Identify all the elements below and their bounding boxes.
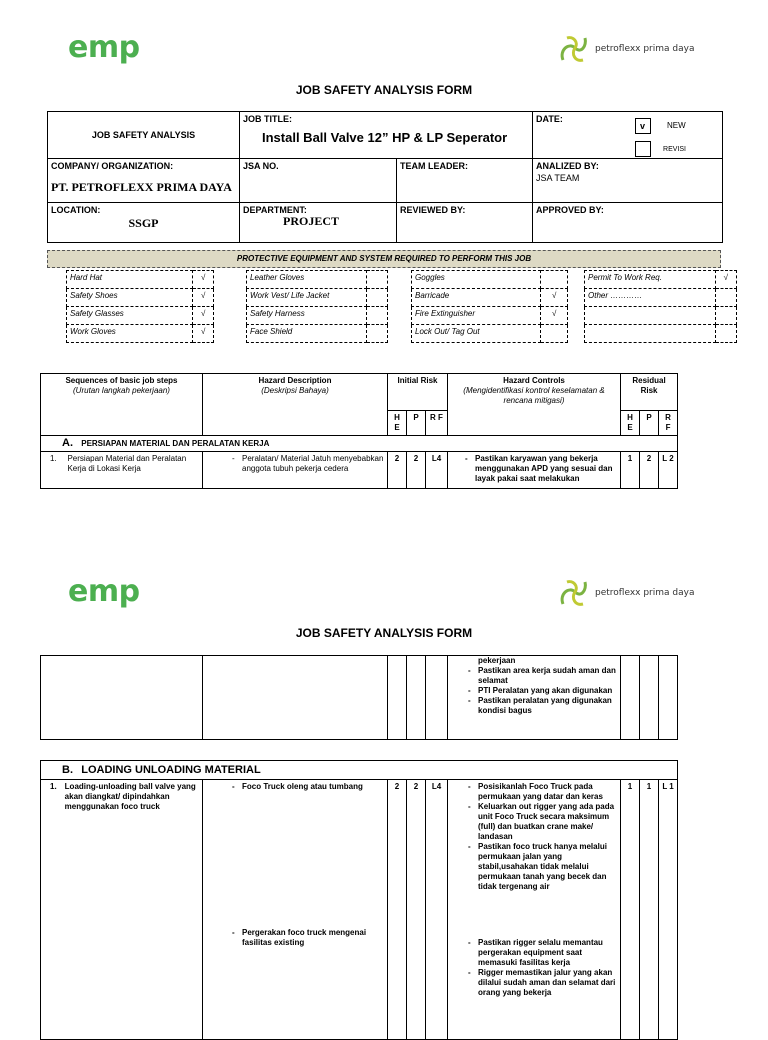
initial-p-value: 2: [407, 780, 426, 1040]
ppe-group-3: [411, 270, 568, 343]
hazard-header-sub: (Deskripsi Bahaya): [261, 386, 329, 395]
residual-p-value: 2: [640, 452, 659, 489]
ppe-item: [585, 307, 716, 325]
control-text: - Posisikanlah Foco Truck pada permukaan yang datar dan keras: [478, 782, 617, 802]
emp-logo: emp: [68, 30, 140, 65]
hazard-text: - Pergerakan foco truck mengenai fasilitas existing: [242, 928, 382, 948]
residual-h-value: 1: [621, 452, 640, 489]
analized-value: JSA TEAM: [536, 173, 580, 183]
control-text: - Rigger memastikan jalur yang akan dilalui sudah aman dan selamat dari orang yang bekerja: [478, 968, 616, 998]
step-number: 1.: [50, 782, 57, 791]
reviewed-cell[interactable]: [397, 203, 533, 243]
section-a-title: PERSIAPAN MATERIAL DAN PERALATAN KERJA: [81, 439, 270, 448]
residual-p: P: [640, 411, 659, 436]
controls-header-sub: (Mengidentifikasi kontrol keselamatan & rencana mitigasi): [463, 386, 605, 405]
initial-r-value: L4: [426, 452, 448, 489]
ppe-row: [247, 289, 388, 307]
ppe-row: [67, 307, 214, 325]
ppe-row: [585, 271, 737, 289]
jsa-label: JOB SAFETY ANALYSIS: [48, 112, 240, 159]
ppe-check[interactable]: √: [541, 289, 568, 307]
team-leader-cell[interactable]: [397, 159, 533, 203]
control-text: - Pastikan karyawan yang bekerja menggunakan APD yang sesuai dan layak pakai saat melakukan: [475, 454, 617, 484]
ppe-check[interactable]: √: [541, 307, 568, 325]
residual-r-value: L 1: [659, 780, 678, 1040]
form-info-table: [47, 111, 723, 243]
petroflexx-logo-text: petroflexx prima daya: [595, 44, 695, 54]
ppe-item: Safety Harness: [247, 307, 367, 325]
ppe-row: [412, 325, 568, 343]
control-text: - PTI Peralatan yang akan digunakan: [478, 686, 617, 696]
ppe-row: [247, 271, 388, 289]
job-steps-table: [40, 373, 678, 489]
ppe-row: [247, 307, 388, 325]
petroflexx-swirl-icon: [557, 32, 591, 66]
location-cell[interactable]: [48, 203, 240, 243]
controls-header: [448, 374, 621, 411]
ppe-item: Barricade: [412, 289, 541, 307]
ppe-row: [412, 307, 568, 325]
initial-h-value: 2: [388, 780, 407, 1040]
initial-risk-header: Initial Risk: [388, 374, 448, 411]
section-b-row: [41, 761, 678, 780]
table-row: [41, 656, 678, 740]
department-cell[interactable]: [240, 203, 397, 243]
job-title-value: Install Ball Valve 12” HP & LP Seperator: [262, 130, 508, 145]
hazard-cell: [203, 780, 388, 1040]
section-a-letter: A.: [62, 437, 73, 449]
ppe-group-4: [584, 270, 737, 343]
ppe-check[interactable]: [715, 325, 736, 343]
job-title-cell[interactable]: [240, 112, 533, 159]
control-cell: [448, 452, 621, 489]
company-label: COMPANY/ ORGANIZATION:: [51, 161, 174, 171]
residual-he: H E: [621, 411, 640, 436]
jsa-no-label: JSA NO.: [243, 161, 279, 171]
ppe-item: Work Gloves: [67, 325, 193, 343]
step-text: Loading-unloading ball valve yang akan diangkat/ dipindahkan menggunakan foco truck: [64, 782, 196, 811]
continuation-table: [40, 655, 678, 740]
ppe-item: [585, 325, 716, 343]
residual-rf: R F: [659, 411, 678, 436]
step-cell: [41, 780, 203, 1040]
initial-rf: R F: [426, 411, 448, 436]
date-label: DATE:: [536, 114, 563, 124]
company-cell[interactable]: [48, 159, 240, 203]
initial-p-value: 2: [407, 452, 426, 489]
new-label: NEW: [667, 121, 686, 131]
department-value: PROJECT: [283, 214, 340, 228]
ppe-row: [585, 289, 737, 307]
control-cell: [448, 780, 621, 1040]
ppe-check[interactable]: [541, 325, 568, 343]
ppe-check[interactable]: √: [715, 271, 736, 289]
ppe-row: [67, 271, 214, 289]
ppe-row: [247, 325, 388, 343]
hazard-text: - Foco Truck oleng atau tumbang: [242, 782, 384, 792]
ppe-check[interactable]: [715, 307, 736, 325]
analized-label: ANALIZED BY:: [536, 161, 599, 171]
ppe-title-bar: PROTECTIVE EQUIPMENT AND SYSTEM REQUIRED TO PERFORM THIS JOB: [47, 250, 721, 268]
ppe-check[interactable]: [367, 307, 388, 325]
petroflexx-logo-text: petroflexx prima daya: [595, 588, 695, 598]
residual-h-value: 1: [621, 780, 640, 1040]
section-b-letter: B.: [62, 763, 73, 776]
ppe-row: [585, 307, 737, 325]
control-text: - Pastikan rigger selalu memantau pergerakan equipment saat memasuki fasilitas kerja: [478, 938, 616, 968]
ppe-check[interactable]: √: [193, 271, 214, 289]
ppe-item: Safety Shoes: [67, 289, 193, 307]
steps-header: [41, 374, 203, 436]
department-label: DEPARTMENT:: [243, 205, 307, 215]
ppe-item: Permit To Work Req.: [585, 271, 716, 289]
approved-cell[interactable]: [533, 203, 723, 243]
analized-cell[interactable]: [533, 159, 723, 203]
location-value: SSGP: [128, 216, 159, 230]
section-a-row: [41, 436, 678, 452]
steps-header-title: Sequences of basic job steps: [65, 376, 178, 385]
hazard-header: [203, 374, 388, 436]
ppe-row: [412, 289, 568, 307]
ppe-check[interactable]: [715, 289, 736, 307]
ppe-group-1: [66, 270, 214, 343]
ppe-item: Leather Gloves: [247, 271, 367, 289]
residual-p-value: 1: [640, 780, 659, 1040]
petroflexx-logo-page-2: [557, 576, 694, 610]
step-number: 1.: [50, 454, 57, 463]
hazard-header-title: Hazard Description: [258, 376, 332, 385]
form-title-page-2: JOB SAFETY ANALYSIS FORM: [295, 626, 473, 640]
company-value: PT. PETROFLEXX PRIMA DAYA: [51, 180, 232, 194]
ppe-row: [585, 325, 737, 343]
ppe-item: Face Shield: [247, 325, 367, 343]
revisi-checkbox[interactable]: [635, 141, 651, 157]
status-cell: [627, 112, 723, 159]
controls-header-title: Hazard Controls: [503, 376, 565, 385]
initial-r-value: L4: [426, 780, 448, 1040]
ppe-row: [67, 289, 214, 307]
ppe-item: Goggles: [412, 271, 541, 289]
revisi-label: REVISI: [663, 146, 686, 154]
emp-logo-page-2: emp: [68, 574, 140, 609]
residual-r-value: L 2: [659, 452, 678, 489]
ppe-item: Lock Out/ Tag Out: [412, 325, 541, 343]
ppe-check[interactable]: √: [193, 325, 214, 343]
location-label: LOCATION:: [51, 205, 101, 215]
ppe-item: Hard Hat: [67, 271, 193, 289]
petroflexx-swirl-icon: [557, 576, 591, 610]
step-cell: [41, 452, 203, 489]
team-leader-label: TEAM LEADER:: [400, 161, 468, 171]
section-b-title: LOADING UNLOADING MATERIAL: [81, 763, 261, 776]
control-cell: [448, 656, 621, 740]
reviewed-label: REVIEWED BY:: [400, 205, 466, 215]
ppe-group-2: [246, 270, 388, 343]
ppe-check[interactable]: √: [193, 307, 214, 325]
ppe-row: [412, 271, 568, 289]
ppe-check[interactable]: [367, 271, 388, 289]
ppe-item: Fire Extinguisher: [412, 307, 541, 325]
petroflexx-logo: [557, 32, 694, 66]
hazard-cell: [203, 452, 388, 489]
ppe-check[interactable]: √: [193, 289, 214, 307]
section-b-table: [40, 760, 678, 1040]
ppe-item: Other …………: [585, 289, 716, 307]
initial-he: H E: [388, 411, 407, 436]
table-row: [41, 452, 678, 489]
ppe-check[interactable]: [541, 271, 568, 289]
approved-label: APPROVED BY:: [536, 205, 604, 215]
table-row: [41, 780, 678, 1040]
residual-risk-header: Residual Risk: [621, 374, 678, 411]
ppe-check[interactable]: [367, 289, 388, 307]
form-title: JOB SAFETY ANALYSIS FORM: [295, 83, 473, 97]
step-text: Persiapan Material dan Peralatan Kerja di Lokasi Kerja: [67, 454, 187, 473]
jsa-no-cell[interactable]: [240, 159, 397, 203]
initial-h-value: 2: [388, 452, 407, 489]
ppe-check[interactable]: [367, 325, 388, 343]
hazard-text: - Peralatan/ Material Jatuh menyebabkan anggota tubuh pekerja cedera: [242, 454, 384, 474]
ppe-item: Work Vest/ Life Jacket: [247, 289, 367, 307]
control-continued-text: pekerjaan: [478, 656, 516, 665]
initial-p: P: [407, 411, 426, 436]
new-checkbox[interactable]: v: [635, 118, 651, 134]
control-text: - Pastikan area kerja sudah aman dan selamat: [478, 666, 617, 686]
steps-header-sub: (Urutan langkah pekerjaan): [73, 386, 170, 395]
ppe-row: [67, 325, 214, 343]
control-text: - Pastikan peralatan yang digunakan kondisi bagus: [478, 696, 617, 716]
control-text: - Pastikan foco truck hanya melalui permukaan jalan yang stabil,usahakan tidak melalui permukaan tanah yang becek dan tidak tergenang air: [478, 842, 617, 892]
control-text: - Keluarkan out rigger yang ada pada unit Foco Truck secara maksimum (full) dan buatkan crane make/ landasan: [478, 802, 617, 842]
date-cell[interactable]: [533, 112, 627, 159]
ppe-item: Safety Glasses: [67, 307, 193, 325]
job-title-label: JOB TITLE:: [243, 114, 292, 124]
